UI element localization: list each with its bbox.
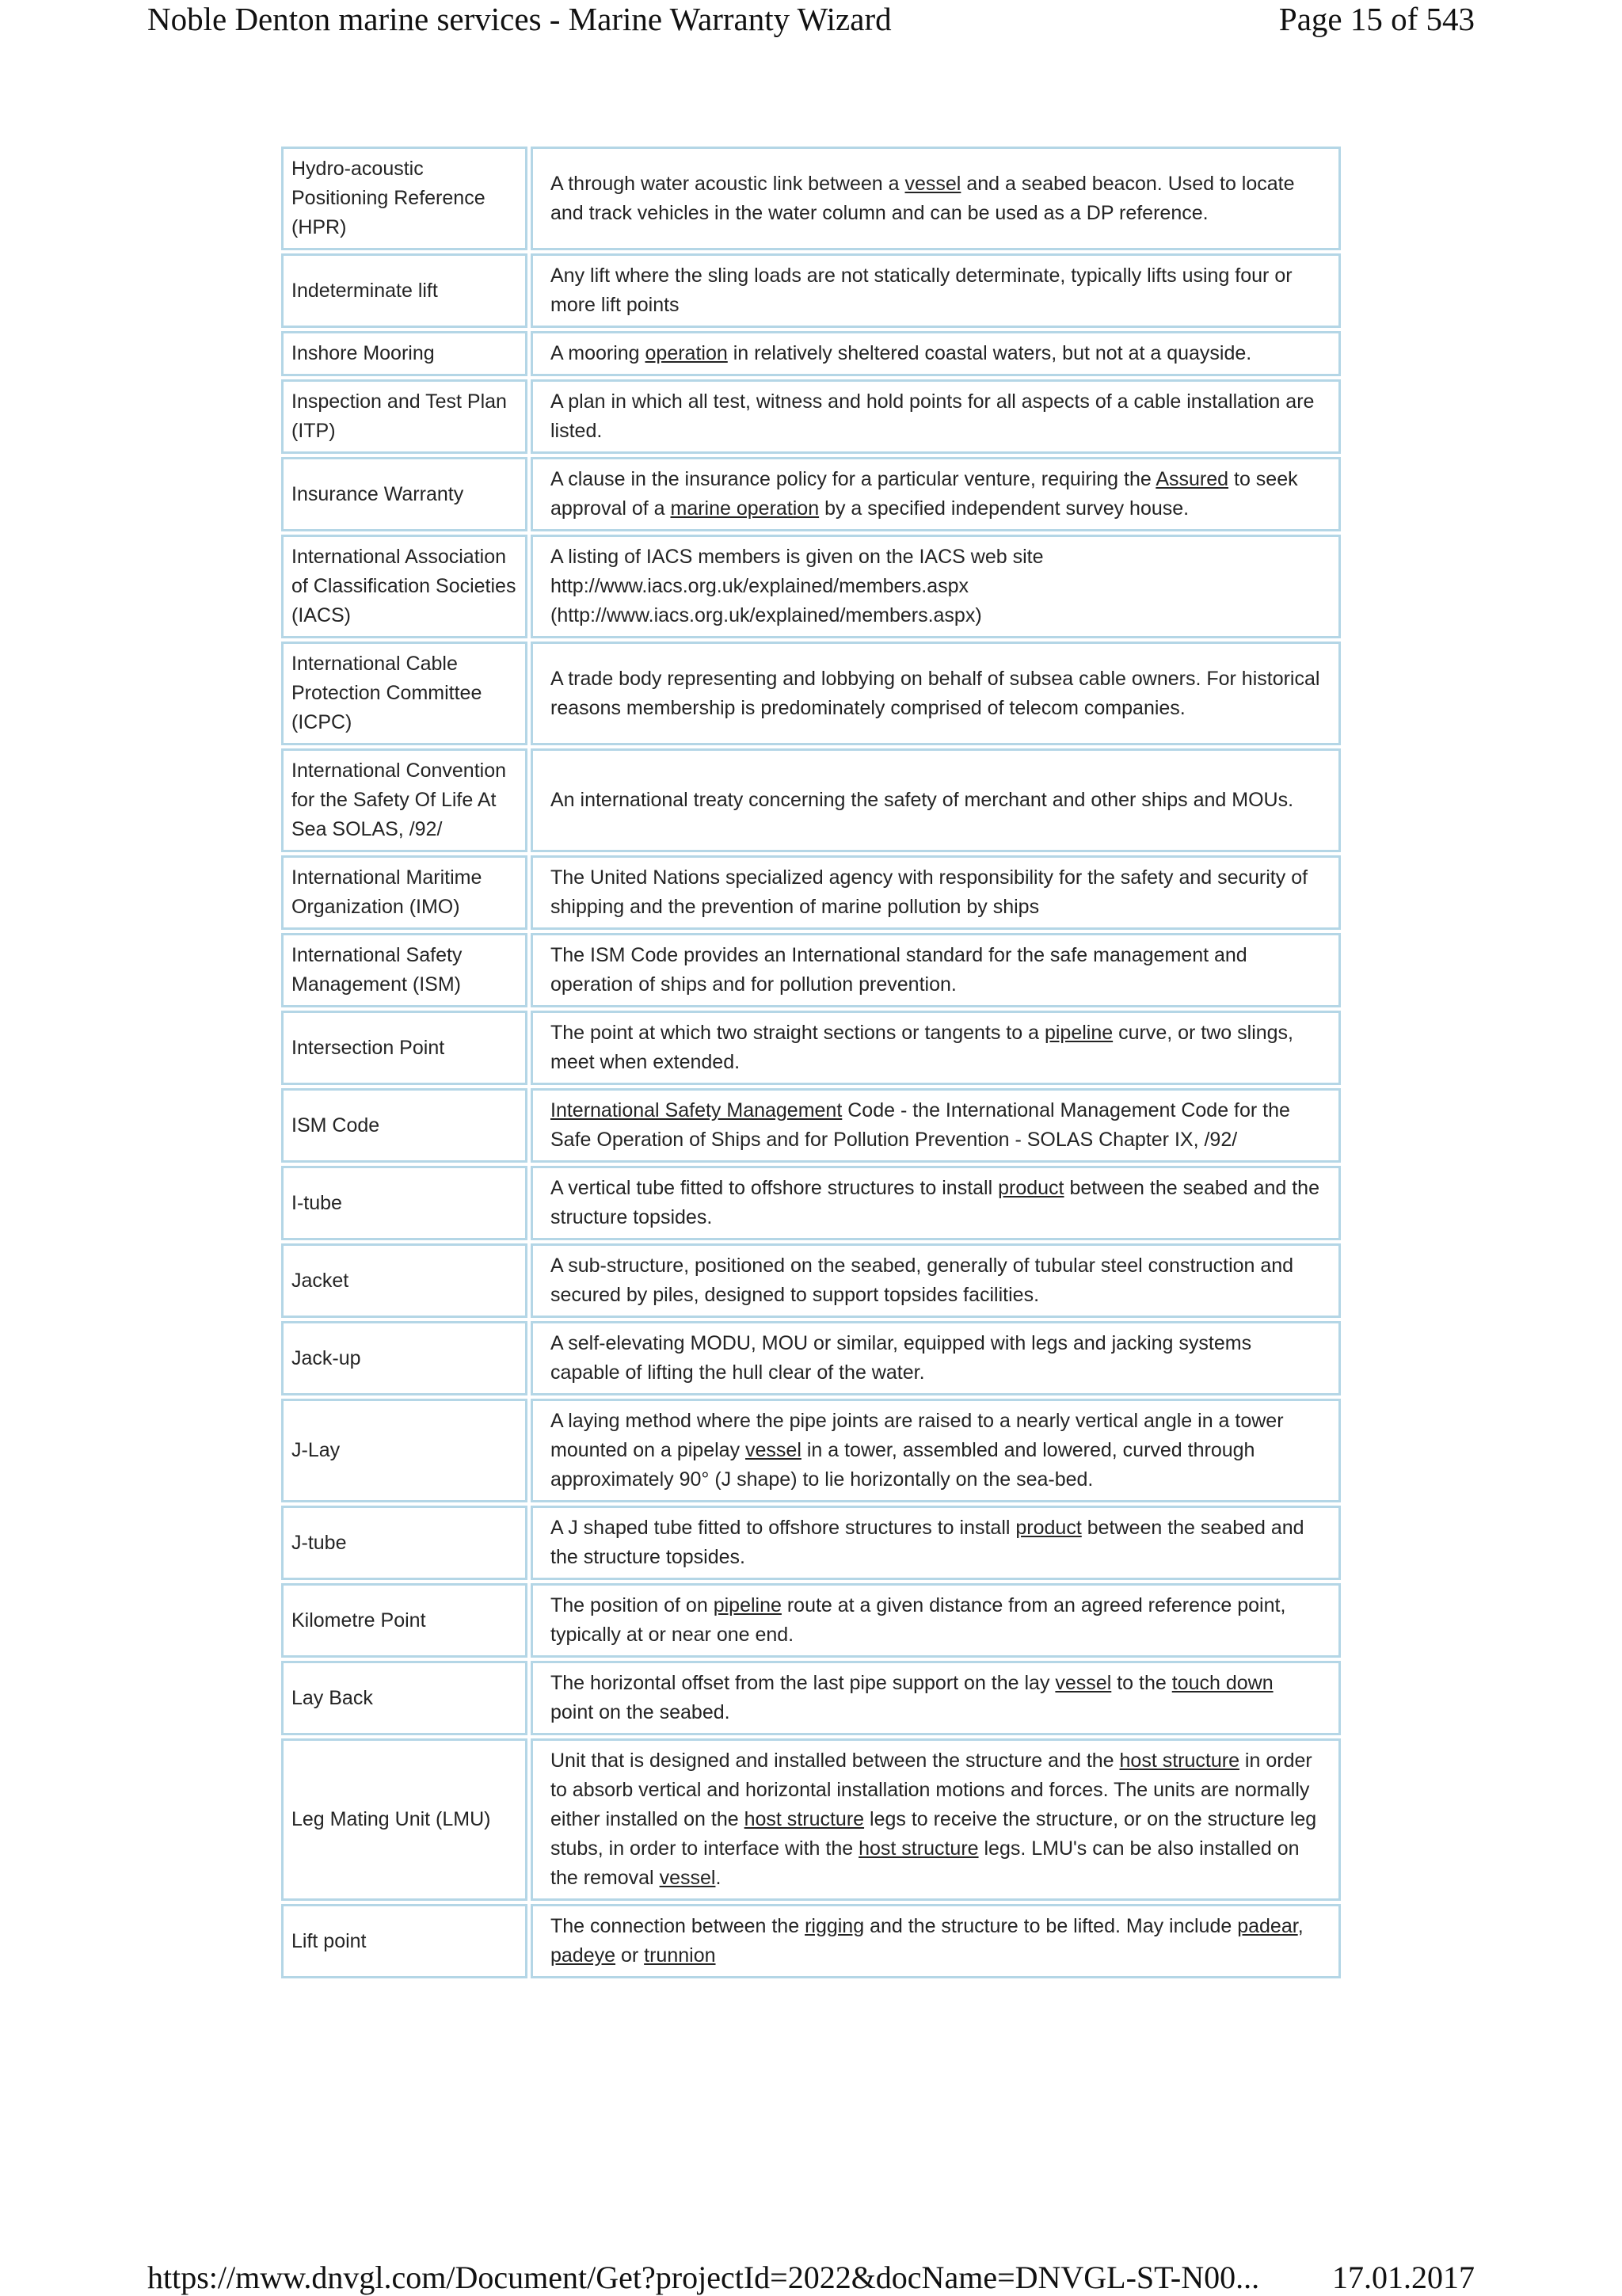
glossary-text-segment: curve, or two slings, meet when extended. <box>550 1022 1293 1073</box>
glossary-definition-text <box>550 169 1321 228</box>
glossary-link[interactable]: product <box>1015 1517 1082 1539</box>
glossary-link[interactable]: host structure <box>1119 1750 1239 1772</box>
glossary-link[interactable]: pipeline <box>713 1594 782 1616</box>
glossary-link[interactable]: rigging <box>805 1915 865 1937</box>
glossary-term-text: Insurance Warranty <box>291 482 464 505</box>
glossary-text-segment: by a specified independent survey house. <box>819 497 1190 520</box>
glossary-text-segment: A trade body representing and lobbying on behalf of subsea cable owners. For historical reasons membership is predominately comprised of telecom companies. <box>550 667 1320 719</box>
glossary-term-text: Indeterminate lift <box>291 279 438 302</box>
glossary-text-segment: A laying method where the pipe joints are raised to a nearly vertical angle in a tower mounted on a pipelay <box>550 1410 1284 1461</box>
glossary-definition <box>531 1399 1341 1502</box>
glossary-link[interactable]: product <box>998 1177 1064 1199</box>
glossary-row <box>281 642 1341 745</box>
glossary-link[interactable]: padear <box>1237 1915 1298 1937</box>
glossary-row <box>281 933 1341 1007</box>
glossary-definition <box>531 535 1341 638</box>
glossary-term-text: Lay Back <box>291 1686 373 1709</box>
glossary-term <box>281 1166 527 1240</box>
glossary-text-segment: A J shaped tube fitted to offshore structures to install <box>550 1517 1016 1539</box>
glossary-row <box>281 1088 1341 1163</box>
glossary-term <box>281 379 527 454</box>
glossary-definition-text <box>550 1407 1321 1494</box>
glossary-text-segment: point on the seabed. <box>550 1701 730 1723</box>
glossary-definition-text <box>550 387 1321 446</box>
glossary-definition-text <box>550 465 1321 524</box>
glossary-text-segment: between the seabed and the structure topsides. <box>550 1517 1304 1568</box>
glossary-definition <box>531 1011 1341 1085</box>
glossary-row <box>281 331 1341 376</box>
glossary-term <box>281 331 527 376</box>
glossary-term-text: Jack-up <box>291 1346 361 1369</box>
glossary-definition-text <box>550 1669 1321 1727</box>
glossary-term-text: International Association of Classification Societies (IACS) <box>291 546 516 626</box>
glossary-term-text: International Convention for the Safety Of Life At Sea SOLAS, /92/ <box>291 760 507 840</box>
glossary-term <box>281 1738 527 1901</box>
glossary-text-segment: The ISM Code provides an International standard for the safe management and operation of ships and for pollution prevention. <box>550 944 1247 996</box>
glossary-term <box>281 1904 527 1978</box>
glossary-row <box>281 1321 1341 1395</box>
glossary-text-segment: legs. LMU's can be also installed on the removal <box>550 1837 1300 1889</box>
glossary-term-text: Lift point <box>291 1929 367 1952</box>
glossary-definition <box>531 1321 1341 1395</box>
glossary-term-text: Leg Mating Unit (LMU) <box>291 1808 491 1830</box>
glossary-table <box>281 147 1341 1982</box>
glossary-definition <box>531 855 1341 930</box>
glossary-row <box>281 748 1341 852</box>
glossary-text-segment: . <box>715 1867 722 1889</box>
glossary-link[interactable]: touch down <box>1171 1672 1274 1694</box>
glossary-text-segment: to the <box>1111 1672 1172 1694</box>
glossary-term <box>281 147 527 250</box>
glossary-row <box>281 855 1341 930</box>
glossary-text-segment: to seek approval of a <box>550 468 1298 520</box>
glossary-term <box>281 933 527 1007</box>
glossary-definition-text <box>550 1174 1321 1232</box>
footer-url: https://mww.dnvgl.com/Document/Get?projectId=2022&docName=DNVGL-ST-N00... <box>147 2260 1260 2295</box>
glossary-text-segment: A sub-structure, positioned on the seabed, generally of tubular steel construction and secured by piles, designed to support topsides facilities. <box>550 1255 1294 1306</box>
glossary-link[interactable]: International Safety Management <box>550 1099 843 1121</box>
glossary-row <box>281 1506 1341 1580</box>
glossary-definition <box>531 1904 1341 1978</box>
glossary-row <box>281 1661 1341 1735</box>
glossary-text-segment: and the structure to be lifted. May include <box>864 1915 1238 1937</box>
glossary-definition-text <box>550 1019 1321 1077</box>
glossary-link[interactable]: operation <box>645 342 728 364</box>
glossary-text-segment: route at a given distance from an agreed reference point, typically at or near one end. <box>550 1594 1286 1646</box>
glossary-term-text: International Safety Management (ISM) <box>291 944 463 996</box>
glossary-definition <box>531 1506 1341 1580</box>
glossary-definition <box>531 253 1341 328</box>
glossary-link[interactable]: Assured <box>1156 468 1229 490</box>
glossary-definition-text <box>550 786 1293 815</box>
glossary-definition <box>531 1166 1341 1240</box>
glossary-link[interactable]: vessel <box>1055 1672 1112 1694</box>
glossary-term <box>281 1088 527 1163</box>
page-number: Page 15 of 543 <box>1278 1 1475 37</box>
glossary-term <box>281 253 527 328</box>
glossary-text-segment: A mooring <box>550 342 645 364</box>
glossary-definition-text <box>550 1591 1321 1650</box>
glossary-row <box>281 1583 1341 1658</box>
glossary-text-segment: , <box>1297 1915 1304 1937</box>
glossary-term-text: J-Lay <box>291 1439 341 1461</box>
header-title: Noble Denton marine services - Marine Warranty Wizard <box>147 1 892 37</box>
footer-date: 17.01.2017 <box>1332 2260 1475 2295</box>
glossary-term <box>281 855 527 930</box>
glossary-row <box>281 1738 1341 1901</box>
glossary-link[interactable]: vessel <box>659 1867 716 1889</box>
glossary-definition <box>531 1088 1341 1163</box>
glossary-link[interactable]: marine operation <box>670 497 820 520</box>
glossary-link[interactable]: trunnion <box>644 1944 716 1967</box>
glossary-text-segment: Unit that is designed and installed between the structure and the <box>550 1750 1120 1772</box>
glossary-definition <box>531 1243 1341 1318</box>
glossary-text-segment: legs to receive the structure, or on the structure leg stubs, in order to interface with the <box>550 1808 1317 1860</box>
glossary-term <box>281 457 527 531</box>
glossary-row <box>281 1166 1341 1240</box>
glossary-text-segment: An international treaty concerning the safety of merchant and other ships and MOUs. <box>550 789 1294 811</box>
glossary-text-segment: and a seabed beacon. Used to locate and track vehicles in the water column and can be used as a DP reference. <box>550 172 1295 224</box>
glossary-definition-text <box>550 863 1321 922</box>
glossary-definition-text <box>550 1251 1321 1310</box>
glossary-text-segment: or <box>615 1944 645 1967</box>
glossary-link[interactable]: host structure <box>859 1837 979 1860</box>
glossary-definition <box>531 748 1341 852</box>
glossary-row <box>281 147 1341 250</box>
glossary-text-segment: in order to absorb vertical and horizontal installation motions and forces. The units are normally either installed on the <box>550 1750 1312 1830</box>
glossary-term-text: Inshore Mooring <box>291 342 435 364</box>
glossary-term-text: ISM Code <box>291 1114 380 1137</box>
glossary-definition-text <box>550 543 1321 630</box>
glossary-term-text: Hydro-acoustic Positioning Reference (HPR) <box>291 158 485 238</box>
glossary-definition-text <box>550 664 1321 723</box>
glossary-text-segment: The connection between the <box>550 1915 805 1937</box>
page-header <box>147 0 1475 48</box>
glossary-row <box>281 1011 1341 1085</box>
glossary-row <box>281 1399 1341 1502</box>
glossary-text-segment: The point at which two straight sections or tangents to a <box>550 1022 1045 1044</box>
glossary-row <box>281 253 1341 328</box>
glossary-text-segment: A through water acoustic link between a <box>550 172 905 195</box>
glossary-text-segment: A plan in which all test, witness and hold points for all aspects of a cable installation are listed. <box>550 390 1315 442</box>
glossary-row <box>281 1243 1341 1318</box>
glossary-text-segment: A clause in the insurance policy for a particular venture, requiring the <box>550 468 1156 490</box>
glossary-text-segment: The horizontal offset from the last pipe support on the lay <box>550 1672 1056 1694</box>
glossary-term <box>281 1583 527 1658</box>
glossary-definition-text <box>550 1329 1321 1388</box>
glossary-definition-text <box>550 941 1321 1000</box>
page-footer <box>147 2259 1475 2295</box>
glossary-definition-text <box>550 1746 1321 1893</box>
glossary-term-text: J-tube <box>291 1531 347 1554</box>
glossary-text-segment: The position of on <box>550 1594 714 1616</box>
glossary-term-text: International Maritime Organization (IMO) <box>291 866 482 918</box>
glossary-link[interactable]: vessel <box>745 1439 801 1461</box>
glossary-row <box>281 457 1341 531</box>
glossary-definition-text <box>550 1912 1321 1970</box>
glossary-definition-text <box>550 339 1251 368</box>
glossary-term <box>281 1506 527 1580</box>
glossary-text-segment: Any lift where the sling loads are not statically determinate, typically lifts using four or more lift points <box>550 265 1293 316</box>
glossary-text-segment: A vertical tube fitted to offshore structures to install <box>550 1177 999 1199</box>
glossary-term-text: Jacket <box>291 1269 349 1292</box>
glossary-term-text: Kilometre Point <box>291 1609 426 1632</box>
glossary-definition <box>531 147 1341 250</box>
glossary-term <box>281 1399 527 1502</box>
glossary-term-text: I-tube <box>291 1191 342 1214</box>
glossary-term <box>281 1321 527 1395</box>
glossary-term <box>281 642 527 745</box>
glossary-row <box>281 379 1341 454</box>
glossary-link[interactable]: host structure <box>744 1808 865 1830</box>
glossary-term-text: International Cable Protection Committee (ICPC) <box>291 653 482 733</box>
glossary-definition <box>531 379 1341 454</box>
glossary-text-segment: The United Nations specialized agency with responsibility for the safety and security of shipping and the prevention of marine pollution by ships <box>550 866 1308 918</box>
glossary-definition <box>531 933 1341 1007</box>
glossary-link[interactable]: pipeline <box>1044 1022 1114 1044</box>
glossary-term <box>281 1661 527 1735</box>
glossary-term-text: Intersection Point <box>291 1036 445 1059</box>
glossary-definition-text <box>550 1096 1321 1155</box>
glossary-text-segment: A listing of IACS members is given on the IACS web site http://www.iacs.org.uk/explained/members.aspx (http://www.iacs.org.uk/explained/members.aspx) <box>550 546 1044 626</box>
glossary-term <box>281 1243 527 1318</box>
glossary-definition <box>531 331 1341 376</box>
glossary-row <box>281 1904 1341 1978</box>
glossary-definition <box>531 1661 1341 1735</box>
glossary-text-segment: in a tower, assembled and lowered, curved through approximately 90° (J shape) to lie horizontally on the sea-bed. <box>550 1439 1255 1491</box>
glossary-definition <box>531 1738 1341 1901</box>
glossary-definition <box>531 1583 1341 1658</box>
glossary-definition <box>531 642 1341 745</box>
glossary-term <box>281 1011 527 1085</box>
glossary-term <box>281 535 527 638</box>
glossary-text-segment: Code - the International Management Code for the Safe Operation of Ships and for Pollution Prevention - SOLAS Chapter IX, /92/ <box>550 1099 1290 1151</box>
glossary-term-text: Inspection and Test Plan (ITP) <box>291 390 507 442</box>
glossary-link[interactable]: vessel <box>904 172 961 195</box>
glossary-text-segment: in relatively sheltered coastal waters, but not at a quayside. <box>727 342 1252 364</box>
glossary-text-segment: between the seabed and the structure topsides. <box>550 1177 1319 1228</box>
glossary-text-segment: A self-elevating MODU, MOU or similar, equipped with legs and jacking systems capable of lifting the hull clear of the water. <box>550 1332 1252 1384</box>
glossary-definition-text <box>550 261 1321 320</box>
glossary-definition-text <box>550 1514 1321 1572</box>
glossary-definition <box>531 457 1341 531</box>
glossary-term <box>281 748 527 852</box>
glossary-link[interactable]: padeye <box>550 1944 616 1967</box>
glossary-row <box>281 535 1341 638</box>
